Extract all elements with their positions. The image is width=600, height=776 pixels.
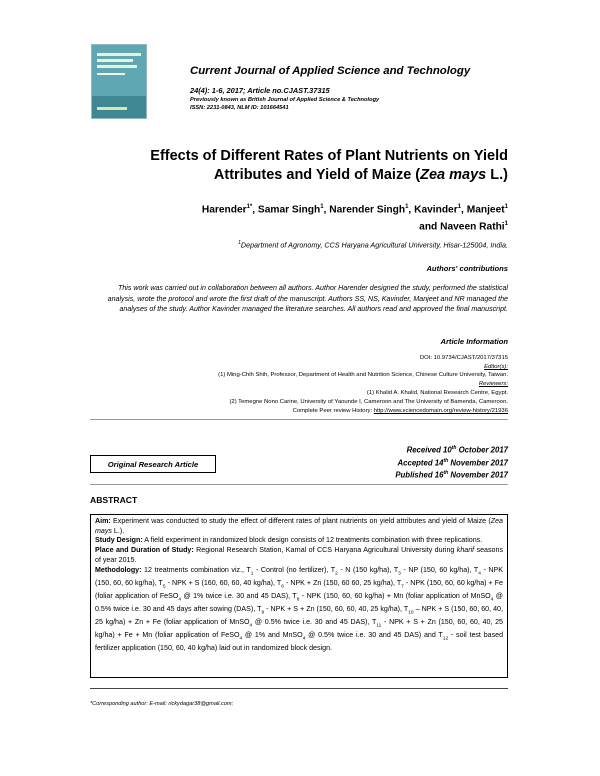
- abstract-place: Place and Duration of Study: Regional Research Station, Karnal of CCS Haryana Agricultural University during kharif seasons of year 2015.: [95, 546, 503, 564]
- editors-label: Editor(s):: [484, 364, 508, 370]
- review-history-link[interactable]: http://www.sciencedomain.org/review-history/21936: [373, 408, 508, 414]
- subscript: 8: [296, 597, 300, 603]
- doi: DOI: 10.9734/CJAST/2017/37315: [419, 355, 508, 361]
- volume-line: 24(4): 1-6, 2017; Article no.CJAST.37315: [190, 86, 330, 95]
- article-title: [68, 147, 508, 185]
- abstract-methodology: Methodology: 12 treatments combination viz., $T_1$ - Control (no fertilizer), $T_2$ - N (150 kg/ha), $T_3$ - NP (150, 60 kg/ha), $T_4$ - NPK (150, 60, 60 kg/ha), $T_5$ - NPK + S (160, 60, 60, 40 kg/ha), $T_6$ - NPK + Zn (150, 60 60, 25 kg/ha), $T_7$ - NPK (150, 60, 60 kg/ha) + Fe (foliar application of FeSO$_4$ @ 1% twice i.e. 30 and 45 DAS), $T_8$ - NPK (150, 60, 60 kg/ha) + Mn (foliar application of MnSO$_4$ @ 0.5% twice i.e. 30 and 45 days after sowing (DAS), $T_9$ - NPK + S + Zn (150, 60, 60, 40, 25 kg/ha), $T_{10}$ – NPK + S (150, 60, 60, 40, 25 kg/ha) + Zn + Fe (foliar application of MnSO$_4$ @ 0.5% twice i.e. 30 and 45 DAS), $T_{11}$ - NPK + S + Zn (150, 60, 60, 40, 25 kg/ha) + Fe + Mn (foliar application of FeSO$_4$ @ 1% and MnSO$_4$ @ 0.5% twice i.e. 30 and 45 DAS) and $T_{12}$ - soil test based fertilizer application (150, 60, 40 kg/ha) laid out in randomized block design.: [95, 565, 504, 652]
- divider: [90, 419, 508, 420]
- subscript: 7: [401, 584, 404, 590]
- issn-line: ISSN: 2231-0843, NLM ID: 101664541: [190, 105, 289, 111]
- abstract-design: Study Design: A field experiment in randomized block design consists of 12 treatments combination with three replications.: [95, 536, 483, 545]
- review-history: Complete Peer review History: http://www.sciencedomain.org/review-history/21936: [292, 408, 508, 414]
- subscript: 1: [250, 571, 254, 577]
- subscript: 2: [335, 571, 338, 577]
- abstract-aim: Aim: Experiment was conducted to study the effect of different rates of plant nutrients on yield attributes and yield of Maize (Zea mays L.).: [95, 517, 503, 535]
- corresponding-author-footnote: *Corresponding author: E-mail: rickydagar38@gmail.com;: [90, 701, 234, 707]
- author-name: Harender: [201, 204, 247, 216]
- abstract-heading: ABSTRACT: [90, 495, 138, 505]
- journal-cover-image: [91, 44, 147, 119]
- contributions-heading: Authors' contributions: [426, 264, 508, 273]
- accepted-date: Accepted 14th November 2017: [397, 457, 508, 468]
- publication-dates: [268, 443, 508, 481]
- title-line-1: Effects of Different Rates of Plant Nutrients on Yield: [150, 148, 508, 164]
- author-name: Manjeet: [466, 204, 505, 216]
- author-name: Kavinder: [414, 204, 458, 216]
- subscript: 4: [178, 597, 182, 603]
- footnote-rule: [90, 688, 508, 689]
- abstract-box: [90, 514, 508, 678]
- author-name: Narender Singh: [329, 204, 406, 216]
- author-name: Samar Singh: [257, 204, 321, 216]
- subscript: 12: [442, 636, 449, 642]
- title-line-2: Attributes and Yield of Maize (Zea mays L.): [213, 167, 508, 183]
- article-info-heading: Article Information: [440, 337, 508, 346]
- reviewer-entry: (2) Temegne Nono Carine, University of Yaounde I, Cameroon and The University of Bamenda, Cameroon.: [229, 399, 508, 405]
- subscript: 4: [239, 636, 243, 642]
- reviewer-entry: (1) Khalid A. Khalid, National Research Centre, Egypt.: [366, 390, 508, 396]
- subscript: 6: [281, 584, 284, 590]
- subscript: 4: [302, 636, 306, 642]
- received-date: Received 10th October 2017: [406, 445, 508, 455]
- author-line-1: Harender$^{1*}$, Samar Singh$^1$, Narender Singh$^1$, Kavinder$^1$, Manjeet$^1$: [201, 204, 508, 216]
- contributions-text: This work was carried out in collaboration between all authors. Author Harender designed the study, performed the statistical analysis, wrote the protocol and wrote the first draft of the manuscript. Authors SS, NS, Kavinder, Manjeet and NR managed the analyses of the study. Author Kavinder managed the literature searches. All authors read and approved the final manuscript.: [107, 284, 508, 314]
- methodology-text: 12 treatments combination viz., $T_1$ - Control (no fertilizer), $T_2$ - N (150 kg/ha), $T_3$ - NP (150, 60 kg/ha), $T_4$ - NPK (150, 60, 60 kg/ha), $T_5$ - NPK + S (160, 60, 60, 40 kg/ha), $T_6$ - NPK + Zn (150, 60 60, 25 kg/ha), $T_7$ - NPK (150, 60, 60 kg/ha) + Fe (foliar application of FeSO$_4$ @ 1% twice i.e. 30 and 45 DAS), $T_8$ - NPK (150, 60, 60 kg/ha) + Mn (foliar application of MnSO$_4$ @ 0.5% twice i.e. 30 and 45 days after sowing (DAS), $T_9$ - NPK + S + Zn (150, 60, 60, 40, 25 kg/ha), $T_{10}$ – NPK + S (150, 60, 60, 40, 25 kg/ha) + Zn + Fe (foliar application of MnSO$_4$ @ 0.5% twice i.e. 30 and 45 DAS), $T_{11}$ - NPK + S + Zn (150, 60, 60, 40, 25 kg/ha) + Fe + Mn (foliar application of FeSO$_4$ @ 1% and MnSO$_4$ @ 0.5% twice i.e. 30 and 45 DAS) and $T_{12}$ - soil test based fertilizer application (150, 60, 40 kg/ha) laid out in randomized block design.: [95, 565, 504, 652]
- previously-known-line: Previously known as British Journal of Applied Science & Technology: [190, 97, 380, 103]
- author-list: [68, 200, 508, 235]
- subscript: 4: [490, 597, 494, 603]
- published-date: Published 16th November 2017: [395, 470, 508, 480]
- subscript: 5: [162, 584, 166, 590]
- subscript: 4: [249, 623, 253, 629]
- journal-name: Current Journal of Applied Science and Technology: [190, 65, 471, 77]
- affiliation: $^1$Department of Agronomy, CCS Haryana Agricultural University, Hisar-125004, India.: [238, 240, 508, 250]
- author-name: and Naveen Rathi: [419, 221, 505, 233]
- editor-entry: (1) Ming-Chih Shih, Professor, Department of Health and Nutrition Science, Chinese Culture University, Taiwan.: [218, 372, 508, 378]
- subscript: 9: [261, 610, 265, 616]
- author-line-2: and Naveen Rathi$^1$: [419, 221, 508, 233]
- subscript: 4: [478, 571, 481, 577]
- article-type-badge: Original Research Article: [90, 455, 216, 473]
- subscript: 10: [408, 610, 414, 616]
- subscript: 3: [398, 571, 401, 577]
- divider: [90, 484, 508, 485]
- reviewers-label: Reviewers:: [478, 381, 508, 387]
- subscript: 11: [376, 623, 382, 629]
